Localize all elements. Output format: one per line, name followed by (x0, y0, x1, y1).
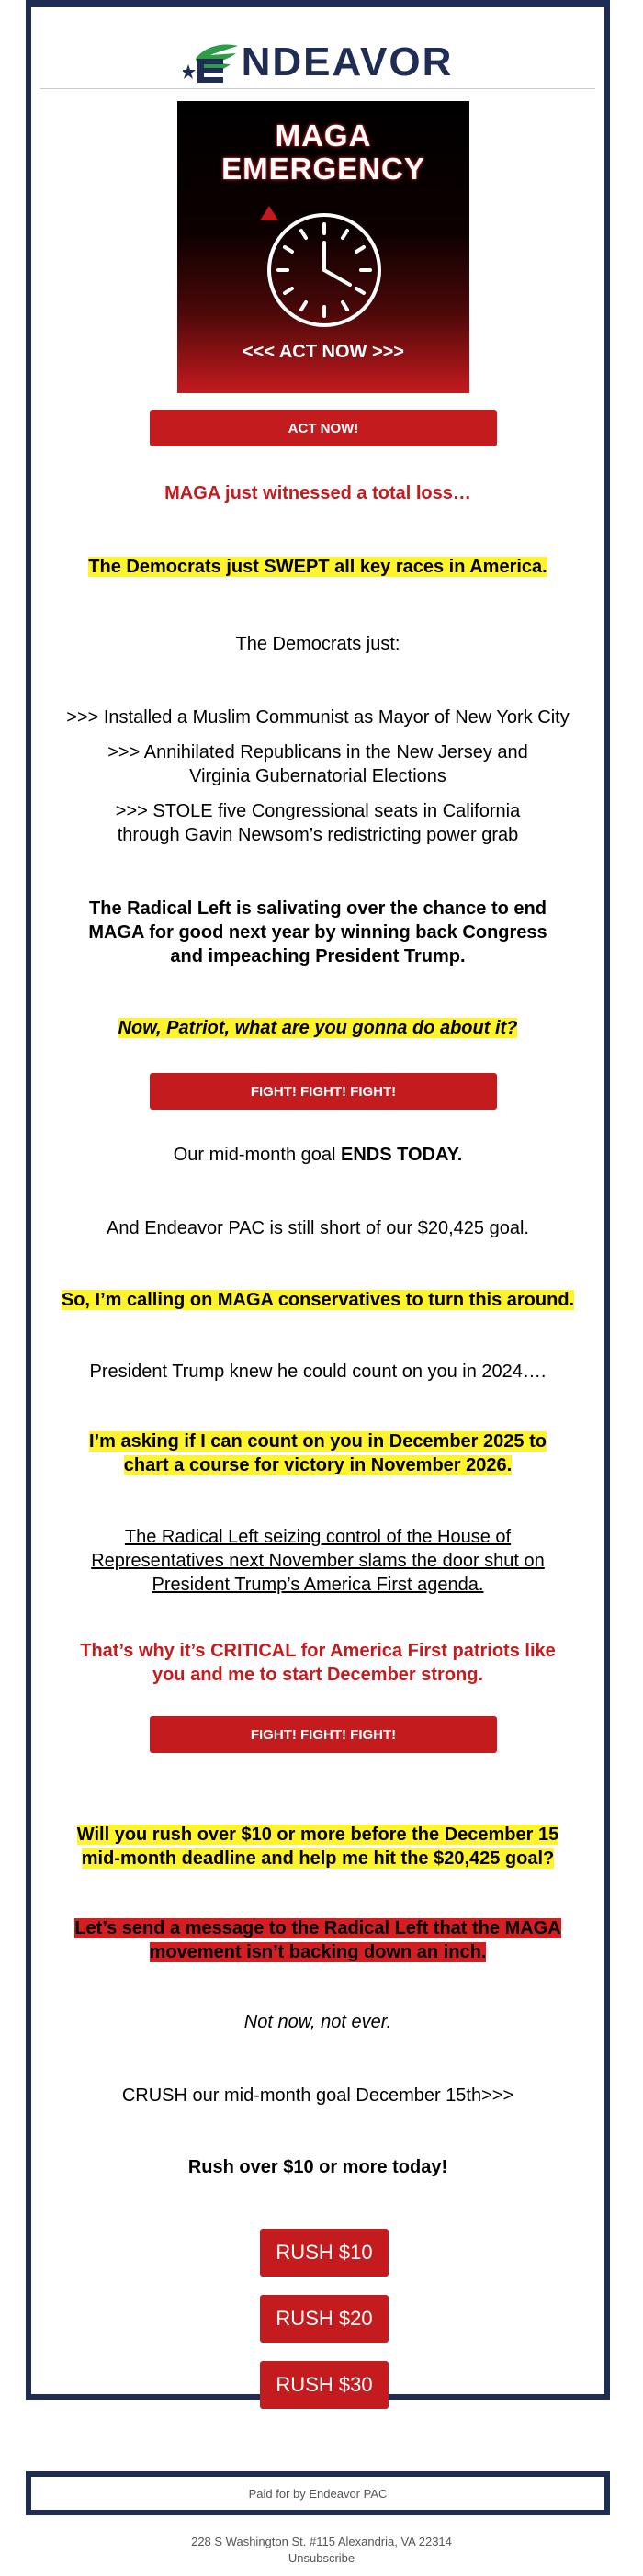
mid-month-goal-text: Our mid-month goal ENDS TODAY. (173, 1145, 463, 1165)
send-message-text: Let’s send a message to the Radical Left that the MAGA movement isn’t backing down an inch. (74, 1918, 561, 1962)
count-on-you-text: I’m asking if I can count on you in December 2025 to chart a course for victory in November 2026. (89, 1431, 547, 1475)
divider (40, 88, 595, 89)
hero-banner[interactable] (177, 101, 469, 393)
rush-10-button[interactable]: RUSH $10 (260, 2229, 389, 2277)
crush-goal-text: CRUSH our mid-month goal December 15th>>> (121, 2085, 514, 2106)
paid-for-text: Paid for by Endeavor PAC (248, 2486, 388, 2501)
democrats-just-text: The Democrats just: (235, 634, 400, 654)
patriot-question-text: Now, Patriot, what are you gonna do about it? (118, 1018, 518, 1038)
radical-left-text: The Radical Left is salivating over the chance to end MAGA for good next year by winning back Congress and impeaching President Trump. (88, 898, 547, 966)
bullet-nyc: >>> Installed a Muslim Communist as Mayor of New York City (66, 707, 570, 728)
hero-cta-text: <<< ACT NOW >>> (243, 342, 404, 362)
hero-title-line1: MAGA (275, 119, 372, 153)
rush-20-button[interactable]: RUSH $20 (260, 2295, 389, 2343)
rush-30-button[interactable]: RUSH $30 (260, 2361, 389, 2409)
calling-maga-text: So, I’m calling on MAGA conservatives to turn this around. (61, 1290, 575, 1310)
email-body (26, 0, 610, 2400)
bullet-california: >>> STOLE five Congressional seats in California through Gavin Newsom’s redistricting power grab (115, 801, 521, 845)
house-control-text: The Radical Left seizing control of the House of Representatives next November slams the door shut on President Trump’s America First agenda. (91, 1527, 545, 1595)
critical-text: That’s why it’s CRITICAL for America First patriots like you and me to start December strong. (80, 1641, 556, 1685)
paid-for-box (26, 2471, 610, 2515)
logo-wordmark: NDEAVOR (241, 40, 454, 85)
clock-icon (177, 197, 469, 344)
not-now-text: Not now, not ever. (243, 2012, 392, 2032)
trump-2024-text: President Trump knew he could count on you in 2024…. (89, 1361, 547, 1382)
bullet-nj-va: >>> Annihilated Republicans in the New Jersey and Virginia Gubernatorial Elections (107, 742, 528, 786)
fight-button-1[interactable]: FIGHT! FIGHT! FIGHT! (150, 1073, 497, 1110)
rush-ten-question-text: Will you rush over $10 or more before the December 15 mid-month deadline and help me hit the $20,425 goal? (76, 1825, 559, 1869)
fight-button-2[interactable]: FIGHT! FIGHT! FIGHT! (150, 1716, 497, 1753)
rush-today-text: Rush over $10 or more today! (187, 2157, 448, 2177)
intro-loss-text: MAGA just witnessed a total loss… (164, 483, 471, 503)
short-of-goal-text: And Endeavor PAC is still short of our $20,425 goal. (107, 1218, 529, 1238)
footer-address: 228 S Washington St. #115 Alexandria, VA 22314 (191, 2535, 452, 2548)
eagle-star-logo-icon (183, 40, 240, 85)
hero-title-line2: EMERGENCY (221, 152, 425, 186)
unsubscribe-link[interactable]: Unsubscribe (288, 2551, 355, 2565)
act-now-button[interactable]: ACT NOW! (150, 410, 497, 446)
logo[interactable] (31, 37, 604, 88)
highlight-swept-text: The Democrats just SWEPT all key races in America. (88, 557, 547, 577)
